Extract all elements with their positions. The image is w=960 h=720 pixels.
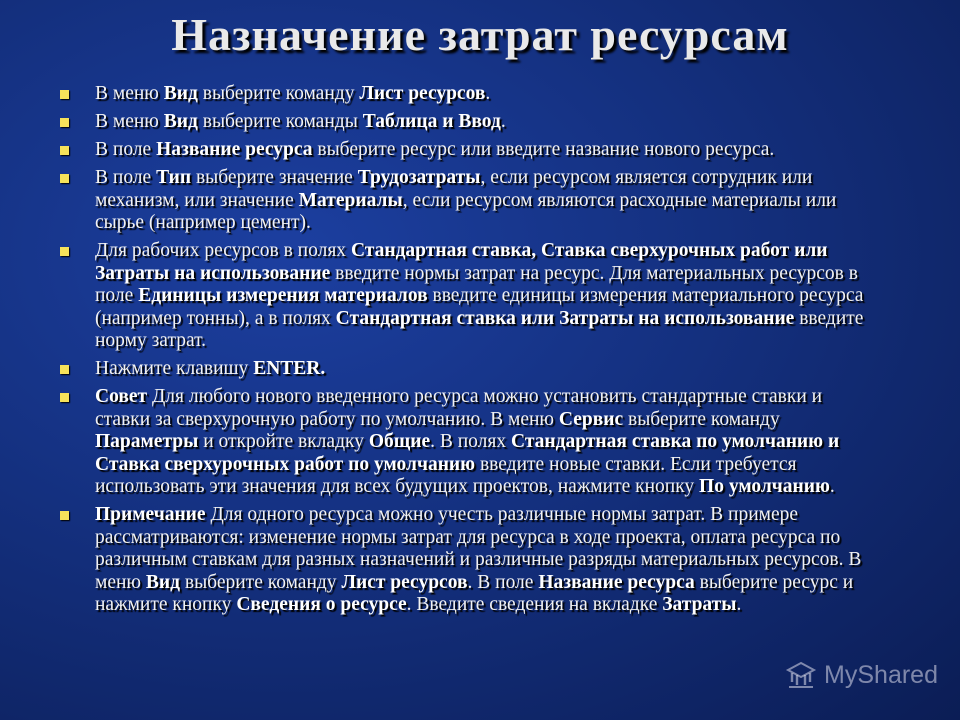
- bold-term: Стандартная ставка, Ставка сверхурочных работ или Затраты на использование: [95, 240, 828, 284]
- bullet-square-icon: [60, 146, 69, 155]
- text-run: .: [485, 83, 491, 104]
- myshared-logo-icon: [784, 660, 818, 690]
- bold-term: Название ресурса: [156, 139, 313, 160]
- bold-term: Сведения о ресурсе: [236, 594, 407, 615]
- bullet-item: [60, 167, 880, 235]
- text-run: , если ресурсом являются расходные материалы или сырье (например цемент).: [95, 189, 837, 233]
- text-run: . В полях: [430, 431, 511, 452]
- bold-term: Вид: [145, 571, 180, 593]
- bullet-square-icon: [60, 393, 69, 402]
- text-run: и откройте вкладку: [198, 431, 369, 452]
- text-run: выберите команду: [179, 571, 342, 593]
- text-run: . В поле: [467, 571, 539, 593]
- text-run: выберите значение: [191, 167, 358, 188]
- bullet-item: [60, 240, 880, 353]
- text-run: .: [829, 476, 835, 497]
- text-run: введите новые ставки. Если требуется использовать эти значения для всех будущих проектов, нажмите кнопку: [95, 453, 797, 497]
- bullet-item: [60, 386, 880, 499]
- text-run: Для любого нового введенного ресурса можно установить стандартные ставки и ставки за сверхурочную работу по умолчанию. В меню: [95, 386, 823, 430]
- bold-term: Затраты: [662, 594, 737, 615]
- bold-term: Сервис: [558, 408, 624, 430]
- bullet-square-icon: [60, 90, 69, 99]
- text-run: выберите команды: [197, 111, 363, 132]
- text-run: выберите ресурс и нажмите кнопку: [95, 571, 854, 615]
- bullet-item: [60, 504, 880, 617]
- bullet-item: [60, 139, 880, 162]
- text-run: выберите ресурс или введите название нового ресурса.: [312, 139, 775, 160]
- text-run: выберите команду: [623, 408, 780, 430]
- bold-term: Тип: [156, 167, 192, 188]
- bold-term: Название ресурса: [538, 571, 695, 593]
- text-run: введите единицы измерения материального ресурса (например тонны), а в полях: [95, 285, 864, 329]
- watermark: [784, 660, 938, 690]
- bold-term: Совет: [95, 386, 148, 407]
- bullet-item: [60, 83, 880, 106]
- text-run: выберите команду: [197, 83, 360, 104]
- text-run: В поле: [95, 167, 157, 188]
- text-run: введите нормы затрат на ресурс. Для материальных ресурсов в поле: [95, 262, 858, 306]
- text-run: . Введите сведения на вкладке: [406, 594, 663, 615]
- text-run: Нажмите клавишу: [95, 358, 254, 379]
- bold-term: Общие: [368, 431, 431, 452]
- bullet-square-icon: [60, 247, 69, 256]
- bold-term: Трудозатраты: [357, 167, 481, 188]
- bold-term: Стандартная ставка или Затраты на использование: [335, 307, 795, 329]
- text-run: В меню: [95, 111, 164, 132]
- text-run: В поле: [95, 139, 157, 160]
- bold-term: Примечание: [95, 504, 206, 525]
- bold-term: Единицы измерения материалов: [138, 285, 428, 306]
- bullet-square-icon: [60, 118, 69, 127]
- text-run: Для одного ресурса можно учесть различные нормы затрат. В примере рассматриваются: изменение нормы затрат для ресурса в ходе проекта, оплата ресурса по различным ставкам для разных назначений и различные разряды материальных ресурсов. В меню: [95, 504, 862, 593]
- bullet-square-icon: [60, 174, 69, 183]
- bold-term: Вид: [163, 83, 198, 104]
- bullet-item: [60, 111, 880, 134]
- bold-term: Вид: [163, 111, 198, 132]
- text-run: , если ресурсом является сотрудник или механизм, или значение: [95, 167, 813, 211]
- text-run: .: [500, 111, 506, 132]
- bullet-square-icon: [60, 511, 69, 520]
- text-run: В меню: [95, 83, 164, 104]
- watermark-text: MyShared: [824, 660, 938, 689]
- text-run: введите норму затрат.: [95, 307, 864, 351]
- bold-term: Лист ресурсов: [359, 83, 486, 104]
- bold-term: Лист ресурсов: [341, 571, 468, 593]
- bold-term: Параметры: [95, 431, 199, 452]
- bold-term: ENTER.: [253, 358, 326, 379]
- text-run: Для рабочих ресурсов в полях: [95, 240, 351, 261]
- bullet-square-icon: [60, 365, 69, 374]
- text-run: .: [736, 594, 742, 615]
- bold-term: Таблица и Ввод: [362, 111, 501, 132]
- bullet-item: [60, 358, 880, 381]
- bold-term: Стандартная ставка по умолчанию и Ставка сверхурочных работ по умолчанию: [95, 431, 840, 475]
- bold-term: Материалы: [298, 189, 403, 211]
- bold-term: По умолчанию: [699, 476, 830, 497]
- slide-title: Назначение затрат ресурсам: [171, 9, 789, 60]
- bullet-list: [60, 83, 880, 622]
